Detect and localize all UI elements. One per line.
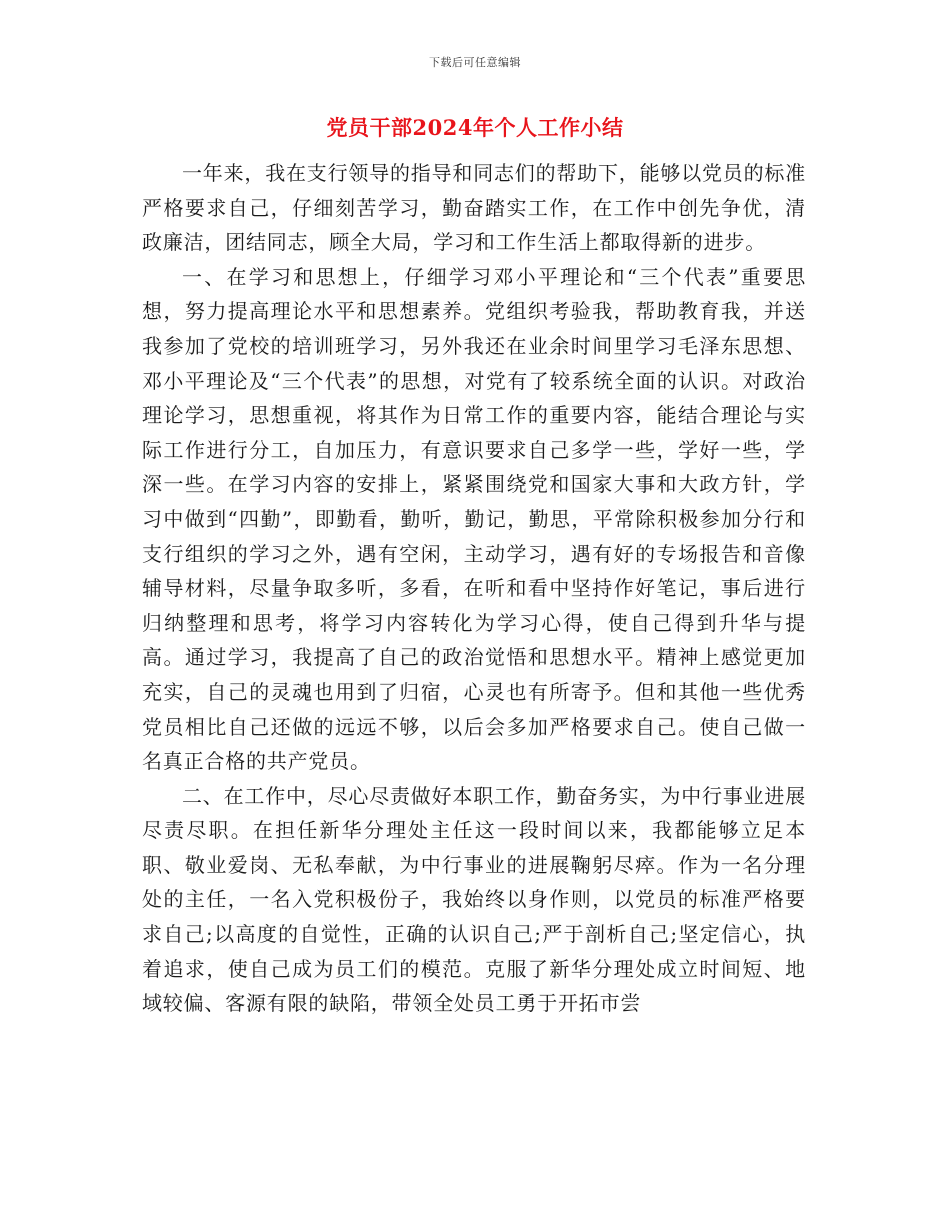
document-body (142, 156, 806, 1021)
paragraph-work: 二、在工作中，尽心尽责做好本职工作，勤奋务实，为中行事业进展尽责尽职。在担任新华分理处主任这一段时间以来，我都能够立足本职、敬业爱岗、无私奉献，为中行事业的进展鞠躬尽瘁。作为一名分理处的主任，一名入党积极份子，我始终以身作则，以党员的标准严格要求自己;以高度的自觉性，正确的认识自己;严于剖析自己;坚定信心，执着追求，使自己成为员工们的模范。克服了新华分理处成立时间短、地域较偏、客源有限的缺陷，带领全处员工勇于开拓市尝 (142, 783, 806, 1016)
header-note: 下载后可任意编辑 (429, 56, 521, 69)
paragraph-study-thought: 一、在学习和思想上，仔细学习邓小平理论和“三个代表”重要思想，努力提高理论水平和思想素养。党组织考验我，帮助教育我，并送我参加了党校的培训班学习，另外我还在业余时间里学习毛泽东思想、邓小平理论及“三个代表”的思想，对党有了较系统全面的认识。对政治理论学习，思想重视，将其作为日常工作的重要内容，能结合理论与实际工作进行分工，自加压力，有意识要求自己多学一些，学好一些，学深一些。在学习内容的安排上，紧紧围绕党和国家大事和大政方针，学习中做到“四勤”，即勤看，勤听，勤记，勤思，平常除积极参加分行和支行组织的学习之外，遇有空闲，主动学习，遇有好的专场报告和音像辅导材料，尽量争取多听，多看，在听和看中坚持作好笔记，事后进行归纳整理和思考，将学习内容转化为学习心得，使自己得到升华与提高。通过学习，我提高了自己的政治觉悟和思想水平。精神上感觉更加充实，自己的灵魂也用到了归宿，心灵也有所寄予。但和其他一些优秀党员相比自己还做的远远不够，以后会多加严格要求自己。使自己做一名真正合格的共产党员。 (142, 264, 806, 774)
paragraph-intro: 一年来，我在支行领导的指导和同志们的帮助下，能够以党员的标准严格要求自己，仔细刻苦学习，勤奋踏实工作，在工作中创先争优，清政廉洁，团结同志，顾全大局，学习和工作生活上都取得新的进步。 (142, 161, 806, 255)
document-title: 党员干部2024年个人工作小结 (326, 115, 624, 140)
